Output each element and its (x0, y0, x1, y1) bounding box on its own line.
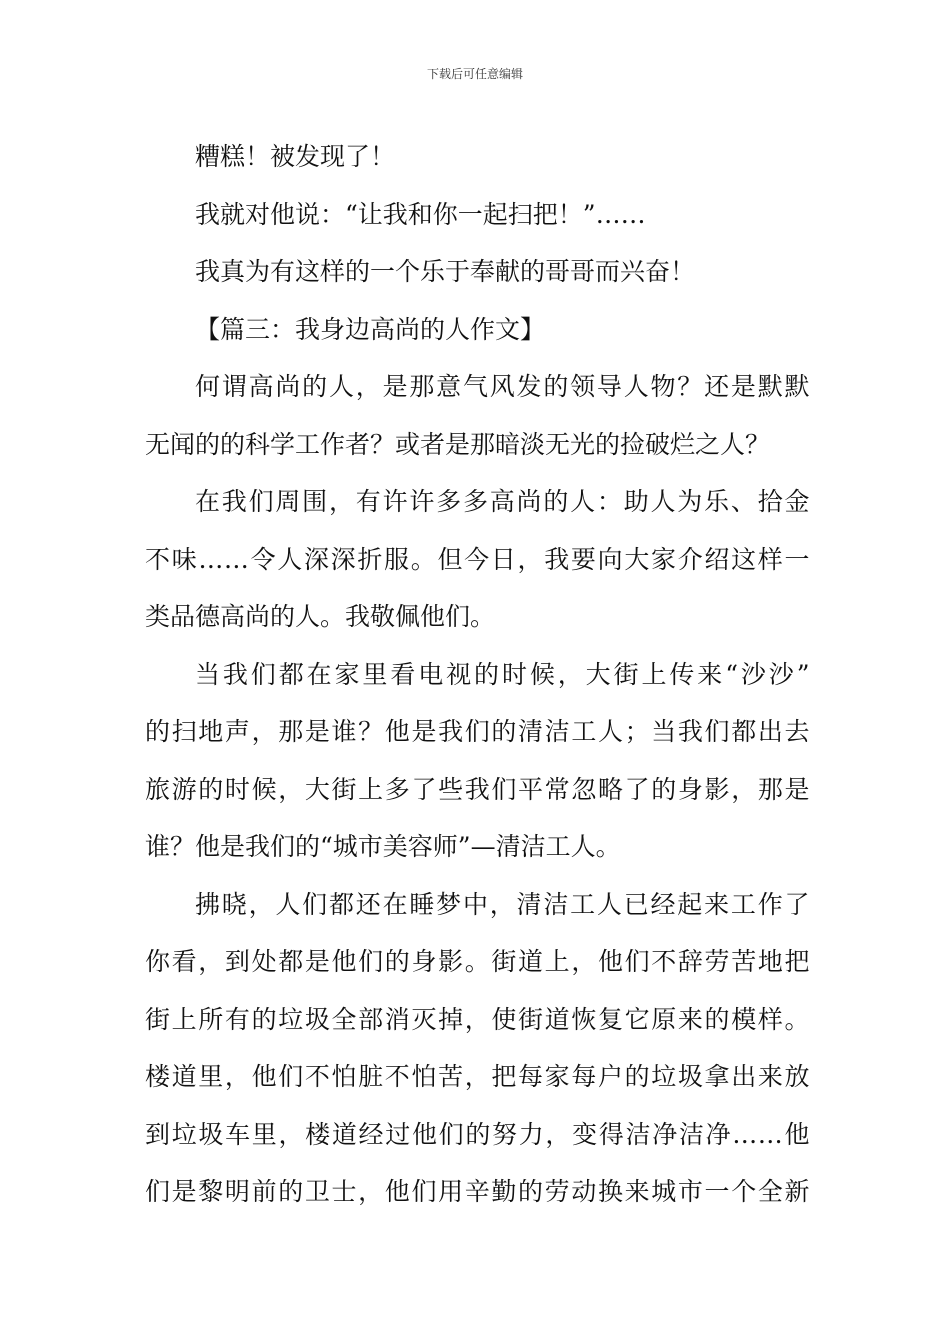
text-line: 你看，到处都是他们的身影。街道上，他们不辞劳苦地把 (145, 947, 810, 976)
section-heading: 【篇三：我身边高尚的人作文】 (195, 314, 546, 344)
page-header: 下载后可任意编辑 (426, 67, 523, 81)
text-line: 旅游的时候，大街上多了些我们平常忽略了的身影，那是 (145, 774, 810, 804)
text-line: 当我们都在家里看电视的时候，大街上传来“沙沙” (195, 659, 810, 689)
text-line: 谁？他是我们的“城市美容师”—清洁工人。 (145, 832, 621, 861)
text-line: 楼道里，他们不怕脏不怕苦，把每家每户的垃圾拿出来放 (145, 1062, 810, 1091)
document-body (145, 128, 810, 1221)
text-line: 我真为有这样的一个乐于奉献的哥哥而兴奋！ (195, 257, 696, 286)
text-line: 我就对他说：“让我和你一起扫把！”…… (195, 199, 646, 229)
text-line: 不味……令人深深折服。但今日，我要向大家介绍这样一 (145, 544, 810, 574)
text-line: 无闻的的科学工作者？或者是那暗淡无光的捡破烂之人？ (145, 429, 771, 459)
text-line: 到垃圾车里，楼道经过他们的努力，变得洁净洁净……他 (145, 1119, 810, 1149)
text-line: 在我们周围，有许许多多高尚的人：助人为乐、拾金 (195, 487, 810, 516)
text-line: 街上所有的垃圾全部消灭掉，使街道恢复它原来的模样。 (145, 1004, 810, 1034)
text-line: 拂晓，人们都还在睡梦中，清洁工人已经起来工作了 (195, 889, 810, 919)
text-line: 们是黎明前的卫士，他们用辛勤的劳动换来城市一个全新 (145, 1177, 810, 1206)
text-line: 何谓高尚的人，是那意气风发的领导人物？还是默默 (195, 372, 810, 401)
text-line: 糟糕！被发现了！ (195, 142, 396, 171)
text-line: 类品德高尚的人。我敬佩他们。 (145, 602, 496, 631)
text-line: 的扫地声，那是谁？他是我们的清洁工人；当我们都出去 (145, 717, 810, 746)
